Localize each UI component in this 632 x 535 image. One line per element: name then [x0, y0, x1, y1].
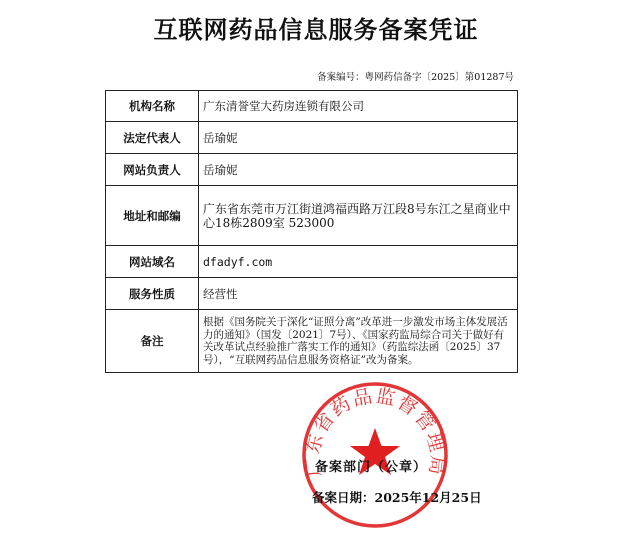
table-row: [106, 154, 518, 186]
record-date: 备案日期：2025年12月25日: [312, 490, 482, 505]
table-row: [106, 91, 518, 122]
document-title: 互联网药品信息服务备案凭证: [153, 15, 479, 44]
org-name-label: 机构名称: [106, 91, 199, 122]
record-number: 备案编号：粤网药信备字〔2025〕第01287号: [317, 72, 514, 83]
remarks-label: 备注: [106, 310, 199, 373]
legal-rep-label: 法定代表人: [106, 122, 199, 154]
legal-rep-value: 岳瑜妮: [199, 122, 518, 154]
address-label: 地址和邮编: [106, 186, 199, 246]
table-row: [106, 246, 518, 278]
domain-value: dfadyf.com: [199, 246, 518, 278]
domain-label: 网站域名: [106, 246, 199, 278]
svg-text:广东省药品监督管理局: 广东省药品监督管理局: [301, 384, 449, 478]
site-manager-value: 岳瑜妮: [199, 154, 518, 186]
table-row: [106, 122, 518, 154]
department-seal-label: 备案部门（公章）: [315, 460, 428, 475]
remarks-value: 根据《国务院关于深化“证照分离”改革进一步激发市场主体发展活力的通知》（国发〔2021〕7号）、《国家药监局综合司关于做好有关改革试点经验推广落实工作的通知》（药监综法函〔2025〕37号），“互联网药品信息服务资格证”改为备案。: [199, 310, 518, 373]
service-type-label: 服务性质: [106, 278, 199, 310]
certificate-table: [105, 90, 518, 373]
table-row: [106, 278, 518, 310]
table-row: [106, 310, 518, 373]
service-type-value: 经营性: [199, 278, 518, 310]
org-name-value: 广东清誉堂大药房连锁有限公司: [199, 91, 518, 122]
official-seal: [300, 380, 450, 530]
site-manager-label: 网站负责人: [106, 154, 199, 186]
address-value: 广东省东莞市万江街道鸿福西路万江段8号东江之星商业中心18栋2809室 523000: [199, 186, 518, 246]
table-row: [106, 186, 518, 246]
